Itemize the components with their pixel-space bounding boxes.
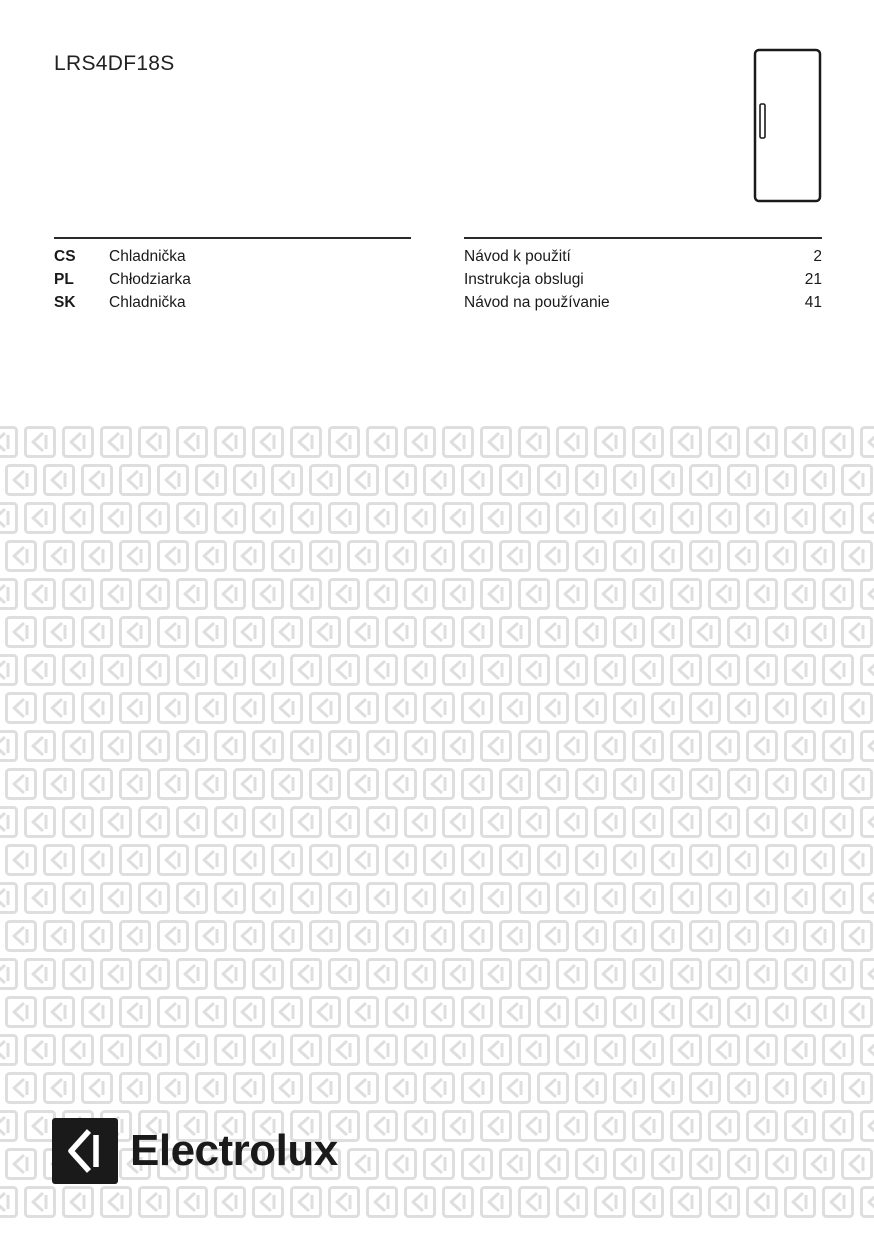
- electrolux-logo-icon: [52, 1118, 118, 1184]
- language-row: [54, 291, 414, 314]
- divider-left: [54, 237, 411, 239]
- language-row: [54, 268, 414, 291]
- product-name: Chladnička: [109, 293, 186, 311]
- page-number: 2: [813, 247, 822, 265]
- page-number: 21: [804, 270, 822, 288]
- manual-title: Návod k použití: [464, 247, 571, 265]
- language-row: [54, 245, 414, 268]
- manual-row: [464, 268, 822, 291]
- divider-right: [464, 237, 822, 239]
- manual-row: [464, 245, 822, 268]
- page-number: 41: [804, 293, 822, 311]
- manual-title: Návod na používanie: [464, 293, 610, 311]
- logo-pattern-background: [0, 422, 874, 1222]
- language-code: SK: [54, 293, 76, 311]
- language-code: PL: [54, 270, 74, 288]
- manual-row: [464, 291, 822, 314]
- refrigerator-icon: [753, 48, 823, 204]
- brand-name: Electrolux: [130, 1126, 338, 1175]
- manual-title: Instrukcja obslugi: [464, 270, 584, 288]
- product-name: Chłodziarka: [109, 270, 191, 288]
- brand-logo: [52, 1118, 338, 1184]
- product-name: Chladnička: [109, 247, 186, 265]
- model-number: LRS4DF18S: [54, 52, 175, 75]
- manual-list: [464, 245, 822, 314]
- language-list: [54, 245, 414, 314]
- language-code: CS: [54, 247, 76, 265]
